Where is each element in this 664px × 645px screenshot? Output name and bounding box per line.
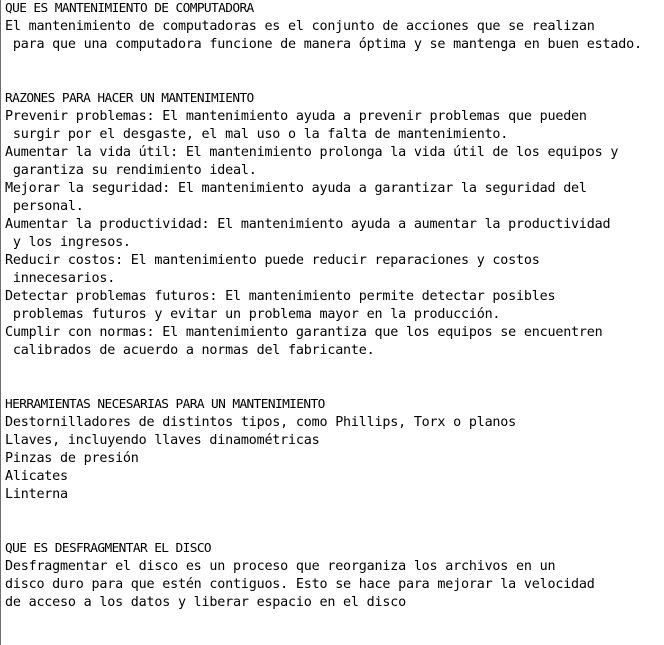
section-heading: HERRAMIENTAS NECESARIAS PARA UN MANTENIMIENTO [5, 397, 325, 412]
text-line: Prevenir problemas: El mantenimiento ayuda a prevenir problemas que pueden [5, 109, 587, 124]
text-line: Aumentar la productividad: El mantenimiento ayuda a aumentar la productividad [5, 217, 611, 232]
text-line: problemas futuros y evitar un problema mayor en la producción. [5, 307, 501, 322]
text-line: personal. [5, 199, 84, 214]
section-desfragmentar [5, 540, 664, 612]
text-line: Desfragmentar el disco es un proceso que reorganiza los archivos en un [5, 559, 556, 574]
blank-lines [5, 54, 664, 90]
text-line: Linterna [5, 487, 68, 502]
text-line: Pinzas de presión [5, 451, 139, 466]
text-line: innecesarios. [5, 271, 116, 286]
blank-lines [5, 360, 664, 396]
section-mantenimiento [5, 0, 664, 54]
text-line: y los ingresos. [5, 235, 131, 250]
text-line: Mejorar la seguridad: El mantenimiento ayuda a garantizar la seguridad del [5, 181, 587, 196]
section-heading: QUE ES DESFRAGMENTAR EL DISCO [5, 541, 212, 556]
text-line: El mantenimiento de computadoras es el conjunto de acciones que se realizan [5, 19, 595, 34]
section-heading: RAZONES PARA HACER UN MANTENIMIENTO [5, 91, 254, 106]
text-line: surgir por el desgaste, el mal uso o la falta de mantenimiento. [5, 127, 509, 142]
text-line: calibrados de acuerdo a normas del fabricante. [5, 343, 375, 358]
text-line: Cumplir con normas: El mantenimiento garantiza que los equipos se encuentren [5, 325, 603, 340]
text-line: Reducir costos: El mantenimiento puede reducir reparaciones y costos [5, 253, 540, 268]
text-line: Alicates [5, 469, 68, 484]
text-line: disco duro para que estén contiguos. Esto se hace para mejorar la velocidad [5, 577, 595, 592]
text-line: Aumentar la vida útil: El mantenimiento prolonga la vida útil de los equipos y [5, 145, 619, 160]
text-line: Detectar problemas futuros: El mantenimiento permite detectar posibles [5, 289, 556, 304]
text-line: de acceso a los datos y liberar espacio en el disco [5, 595, 406, 610]
text-line: Llaves, incluyendo llaves dinamométricas [5, 433, 320, 448]
text-line: para que una computadora funcione de manera óptima y se mantenga en buen estado. [5, 37, 642, 52]
section-heading: QUE ES MANTENIMIENTO DE COMPUTADORA [5, 1, 254, 16]
text-line: Destornilladores de distintos tipos, como Phillips, Torx o planos [5, 415, 517, 430]
text-line: garantiza su rendimiento ideal. [5, 163, 257, 178]
section-herramientas [5, 396, 664, 504]
blank-lines [5, 504, 664, 540]
section-razones [5, 90, 664, 360]
